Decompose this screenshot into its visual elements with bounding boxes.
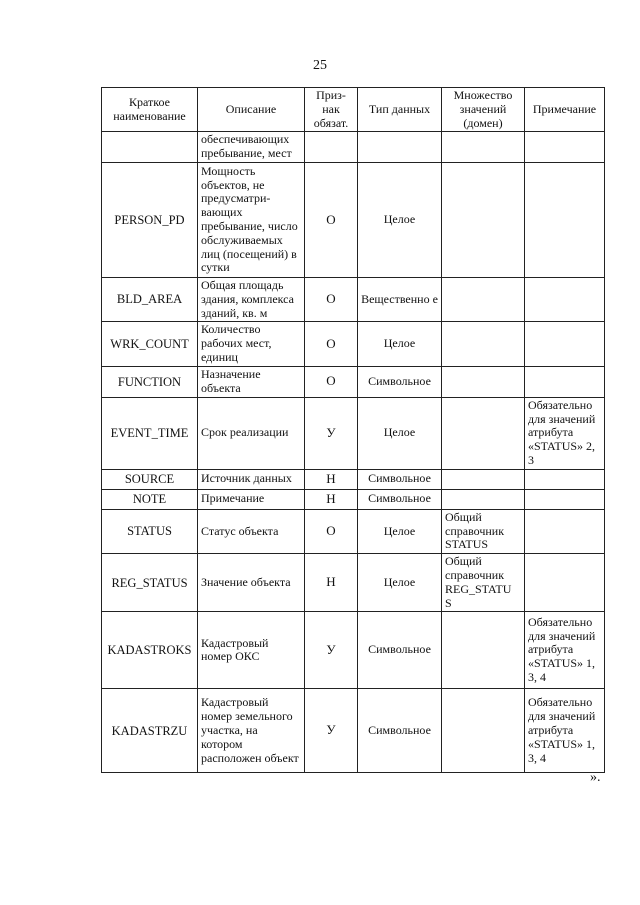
row-name-cell	[102, 132, 198, 163]
row-required-cell: Н	[305, 554, 358, 612]
row-note-cell	[525, 366, 605, 397]
row-required-cell: О	[305, 322, 358, 366]
row-description-cell: Значение объекта	[198, 554, 305, 612]
row-required-cell: У	[305, 397, 358, 469]
row-name-cell: REG_STATUS	[102, 554, 198, 612]
row-type-cell: Символьное	[358, 689, 442, 773]
attribute-table	[101, 87, 605, 773]
header-required: Приз-нак обязат.	[305, 88, 358, 132]
row-name-cell: KADASTRZU	[102, 689, 198, 773]
row-type-cell: Целое	[358, 554, 442, 612]
row-description-cell: Источник данных	[198, 469, 305, 489]
row-description-cell: обеспечивающих пребывание, мест	[198, 132, 305, 163]
header-name: Краткое наименование	[102, 88, 198, 132]
page-number: 25	[313, 58, 327, 73]
row-note-cell	[525, 509, 605, 553]
row-description-cell: Общая площадь здания, комплекса зданий, кв. м	[198, 277, 305, 321]
row-domain-cell	[442, 162, 525, 277]
row-required-cell	[305, 132, 358, 163]
row-required-cell: О	[305, 162, 358, 277]
row-description-cell: Количество рабочих мест, единиц	[198, 322, 305, 366]
row-domain-cell	[442, 612, 525, 689]
row-note-cell: Обязательно для значений атрибута «STATUS» 2, 3	[525, 397, 605, 469]
table-row	[102, 132, 605, 163]
table-row	[102, 612, 605, 689]
header-type: Тип данных	[358, 88, 442, 132]
row-note-cell	[525, 469, 605, 489]
row-type-cell: Целое	[358, 397, 442, 469]
row-required-cell: У	[305, 689, 358, 773]
row-note-cell	[525, 277, 605, 321]
row-type-cell: Целое	[358, 509, 442, 553]
row-name-cell: STATUS	[102, 509, 198, 553]
table-row	[102, 322, 605, 366]
row-domain-cell	[442, 366, 525, 397]
row-name-cell: EVENT_TIME	[102, 397, 198, 469]
row-note-cell	[525, 322, 605, 366]
row-domain-cell	[442, 489, 525, 509]
closing-mark: ».	[590, 770, 601, 785]
table-row	[102, 509, 605, 553]
row-note-cell: Обязательно для значений атрибута «STATUS» 1, 3, 4	[525, 612, 605, 689]
header-domain: Множество значений (домен)	[442, 88, 525, 132]
table-row	[102, 689, 605, 773]
row-domain-cell	[442, 322, 525, 366]
row-type-cell: Символьное	[358, 612, 442, 689]
row-domain-cell	[442, 469, 525, 489]
row-name-cell: WRK_COUNT	[102, 322, 198, 366]
table-header-row	[102, 88, 605, 132]
row-name-cell: NOTE	[102, 489, 198, 509]
row-domain-cell	[442, 689, 525, 773]
header-note: Примечание	[525, 88, 605, 132]
row-description-cell: Кадастровый номер земельного участка, на котором расположен объект	[198, 689, 305, 773]
table-row	[102, 469, 605, 489]
table-row	[102, 162, 605, 277]
row-name-cell: PERSON_PD	[102, 162, 198, 277]
row-note-cell	[525, 162, 605, 277]
row-domain-cell	[442, 277, 525, 321]
row-type-cell: Целое	[358, 162, 442, 277]
row-note-cell	[525, 554, 605, 612]
row-name-cell: FUNCTION	[102, 366, 198, 397]
row-domain-cell: Общий справочник STATUS	[442, 509, 525, 553]
row-name-cell: KADASTROKS	[102, 612, 198, 689]
row-type-cell: Целое	[358, 322, 442, 366]
row-required-cell: О	[305, 366, 358, 397]
row-note-cell	[525, 489, 605, 509]
table-row	[102, 489, 605, 509]
row-note-cell: Обязательно для значений атрибута «STATUS» 1, 3, 4	[525, 689, 605, 773]
row-type-cell: Вещественно е	[358, 277, 442, 321]
row-domain-cell	[442, 397, 525, 469]
row-description-cell: Статус объекта	[198, 509, 305, 553]
row-domain-cell: Общий справочник REG_STATU S	[442, 554, 525, 612]
table-row	[102, 554, 605, 612]
table-row	[102, 397, 605, 469]
row-name-cell: BLD_AREA	[102, 277, 198, 321]
row-description-cell: Мощность объектов, не предусматри-вающих пребывание, число обслуживаемых лиц (посещений) в сутки	[198, 162, 305, 277]
row-type-cell: Символьное	[358, 469, 442, 489]
table-row	[102, 366, 605, 397]
header-description: Описание	[198, 88, 305, 132]
table-row	[102, 277, 605, 321]
row-description-cell: Кадастровый номер ОКС	[198, 612, 305, 689]
row-domain-cell	[442, 132, 525, 163]
row-name-cell: SOURCE	[102, 469, 198, 489]
row-required-cell: Н	[305, 489, 358, 509]
row-required-cell: У	[305, 612, 358, 689]
row-type-cell	[358, 132, 442, 163]
row-required-cell: О	[305, 277, 358, 321]
row-required-cell: О	[305, 509, 358, 553]
row-type-cell: Символьное	[358, 489, 442, 509]
row-description-cell: Примечание	[198, 489, 305, 509]
row-description-cell: Срок реализации	[198, 397, 305, 469]
row-type-cell: Символьное	[358, 366, 442, 397]
row-note-cell	[525, 132, 605, 163]
row-description-cell: Назначение объекта	[198, 366, 305, 397]
row-required-cell: Н	[305, 469, 358, 489]
